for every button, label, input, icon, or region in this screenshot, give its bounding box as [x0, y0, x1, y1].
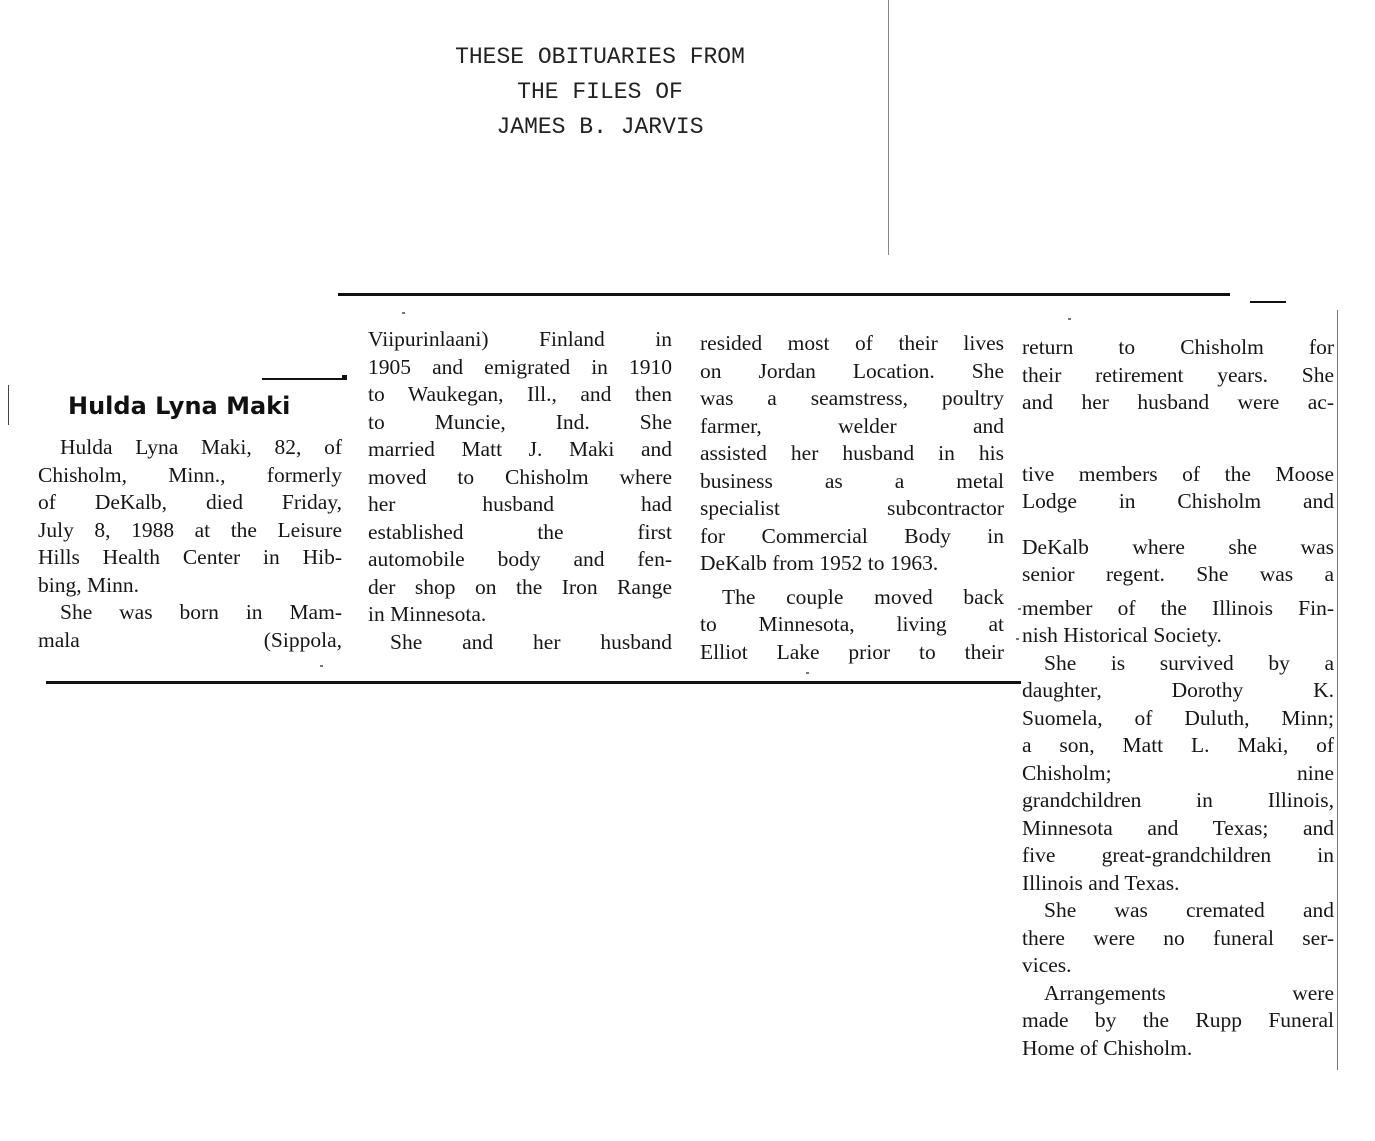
text-line: of DeKalb, died Friday,: [38, 490, 342, 514]
text-line: grandchildren in Illinois,: [1022, 788, 1334, 812]
text-line: and her husband were ac-: [1022, 390, 1334, 414]
text-line: She is survived by a: [1044, 650, 1334, 675]
paragraph: [38, 434, 342, 599]
paragraph: [700, 584, 1004, 667]
text-line: Chisholm, Minn., formerly: [38, 462, 342, 487]
text-line: a son, Matt L. Maki, of: [1022, 733, 1334, 757]
scan-speck: [402, 312, 405, 314]
text-line: Minnesota and Texas; and: [1022, 815, 1334, 840]
clipping-bottom-rule: [46, 681, 1021, 684]
clipping-top-rule: [338, 293, 1230, 296]
text-line: to Waukegan, Ill., and then: [368, 382, 672, 406]
scan-speck: [320, 665, 323, 667]
text-line: She and her husband: [390, 629, 672, 654]
text-line: She was born in Mam-: [60, 600, 342, 624]
scan-speck: [1018, 608, 1021, 610]
text-line: der shop on the Iron Range: [368, 574, 672, 599]
text-line: Chisholm; nine: [1022, 760, 1334, 785]
text-line: July 8, 1988 at the Leisure: [38, 517, 342, 542]
text-line: Lodge in Chisholm and: [1022, 489, 1334, 513]
text-line: five great-grandchildren in: [1022, 843, 1334, 867]
paragraph: [700, 330, 1004, 578]
text-line: DeKalb where she was: [1022, 534, 1334, 559]
text-line: nish Historical Society.: [1022, 623, 1222, 647]
text-line: Viipurinlaani) Finland in: [368, 327, 672, 351]
obituary-headline: Hulda Lyna Maki: [68, 392, 291, 420]
text-line: made by the Rupp Funeral: [1022, 1008, 1334, 1032]
text-line: bing, Minn.: [38, 572, 139, 597]
text-line: specialist subcontractor: [700, 496, 1004, 520]
text-line: established the first: [368, 519, 672, 544]
text-line: DeKalb from 1952 to 1963.: [700, 551, 939, 575]
text-line: for Commercial Body in: [700, 523, 1004, 548]
scan-speck: [1068, 318, 1071, 320]
text-line: married Matt J. Maki and: [368, 437, 672, 461]
text-line: was a seamstress, poultry: [700, 386, 1004, 410]
text-column-2: [368, 326, 672, 656]
text-line: their retirement years. She: [1022, 362, 1334, 387]
text-line: Hulda Lyna Maki, 82, of: [60, 435, 342, 459]
scan-speck: [1016, 638, 1019, 640]
clipping-right-edge: [1337, 310, 1338, 1070]
text-column-1: [38, 434, 342, 654]
paragraph: [368, 326, 672, 629]
text-line: to Minnesota, living at: [700, 612, 1004, 636]
text-line: daughter, Dorothy K.: [1022, 678, 1334, 702]
text-line: She was cremated and: [1044, 898, 1334, 922]
text-line: business as a metal: [700, 468, 1004, 493]
text-line: farmer, welder and: [700, 413, 1004, 438]
text-line: Illinois and Texas.: [1022, 870, 1180, 895]
text-line: resided most of their lives: [700, 331, 1004, 355]
paragraph: [1022, 980, 1334, 1063]
text-line: 1905 and emigrated in 1910: [368, 354, 672, 379]
text-line: automobile body and fen-: [368, 547, 672, 571]
header-line: JAMES B. JARVIS: [496, 114, 704, 140]
typed-header: [400, 40, 800, 145]
text-line: her husband had: [368, 492, 672, 516]
header-line: THE FILES OF: [517, 79, 683, 105]
text-line: The couple moved back: [722, 584, 1004, 609]
text-line: senior regent. She was a: [1022, 562, 1334, 586]
page-fold-line: [888, 0, 889, 255]
text-line: Arrangements were: [1044, 980, 1334, 1005]
text-line: tive members of the Moose: [1022, 461, 1334, 486]
paragraph: [368, 629, 672, 657]
text-line: vices.: [1022, 953, 1072, 977]
text-line: Hills Health Center in Hib-: [38, 545, 342, 569]
clipping-top-rule-tail: [1250, 301, 1286, 303]
text-line: Elliot Lake prior to their: [700, 639, 1004, 664]
text-line: to Muncie, Ind. She: [368, 409, 672, 434]
text-line: in Minnesota.: [368, 602, 487, 626]
text-line: member of the Illinois Fin-: [1022, 595, 1334, 620]
text-column-3: [700, 330, 1004, 666]
text-line: return to Chisholm for: [1022, 335, 1334, 359]
text-column-4: [1022, 334, 1334, 1062]
header-line: THESE OBITUARIES FROM: [455, 44, 745, 70]
text-line: Suomela, of Duluth, Minn;: [1022, 705, 1334, 730]
text-line: assisted her husband in his: [700, 441, 1004, 465]
text-line: mala (Sippola,: [38, 627, 342, 652]
headline-rule-end: [342, 375, 347, 380]
paragraph: [1022, 650, 1334, 898]
text-line: there were no funeral ser-: [1022, 925, 1334, 950]
text-line: moved to Chisholm where: [368, 464, 672, 489]
paragraph: [38, 599, 342, 654]
text-line: Home of Chisholm.: [1022, 1035, 1193, 1060]
paragraph: [1022, 897, 1334, 980]
text-line: on Jordan Location. She: [700, 358, 1004, 383]
paragraph: [1022, 334, 1334, 650]
headline-rule: [262, 378, 344, 380]
clipping-left-edge: [8, 385, 9, 425]
scan-speck: [806, 672, 809, 674]
